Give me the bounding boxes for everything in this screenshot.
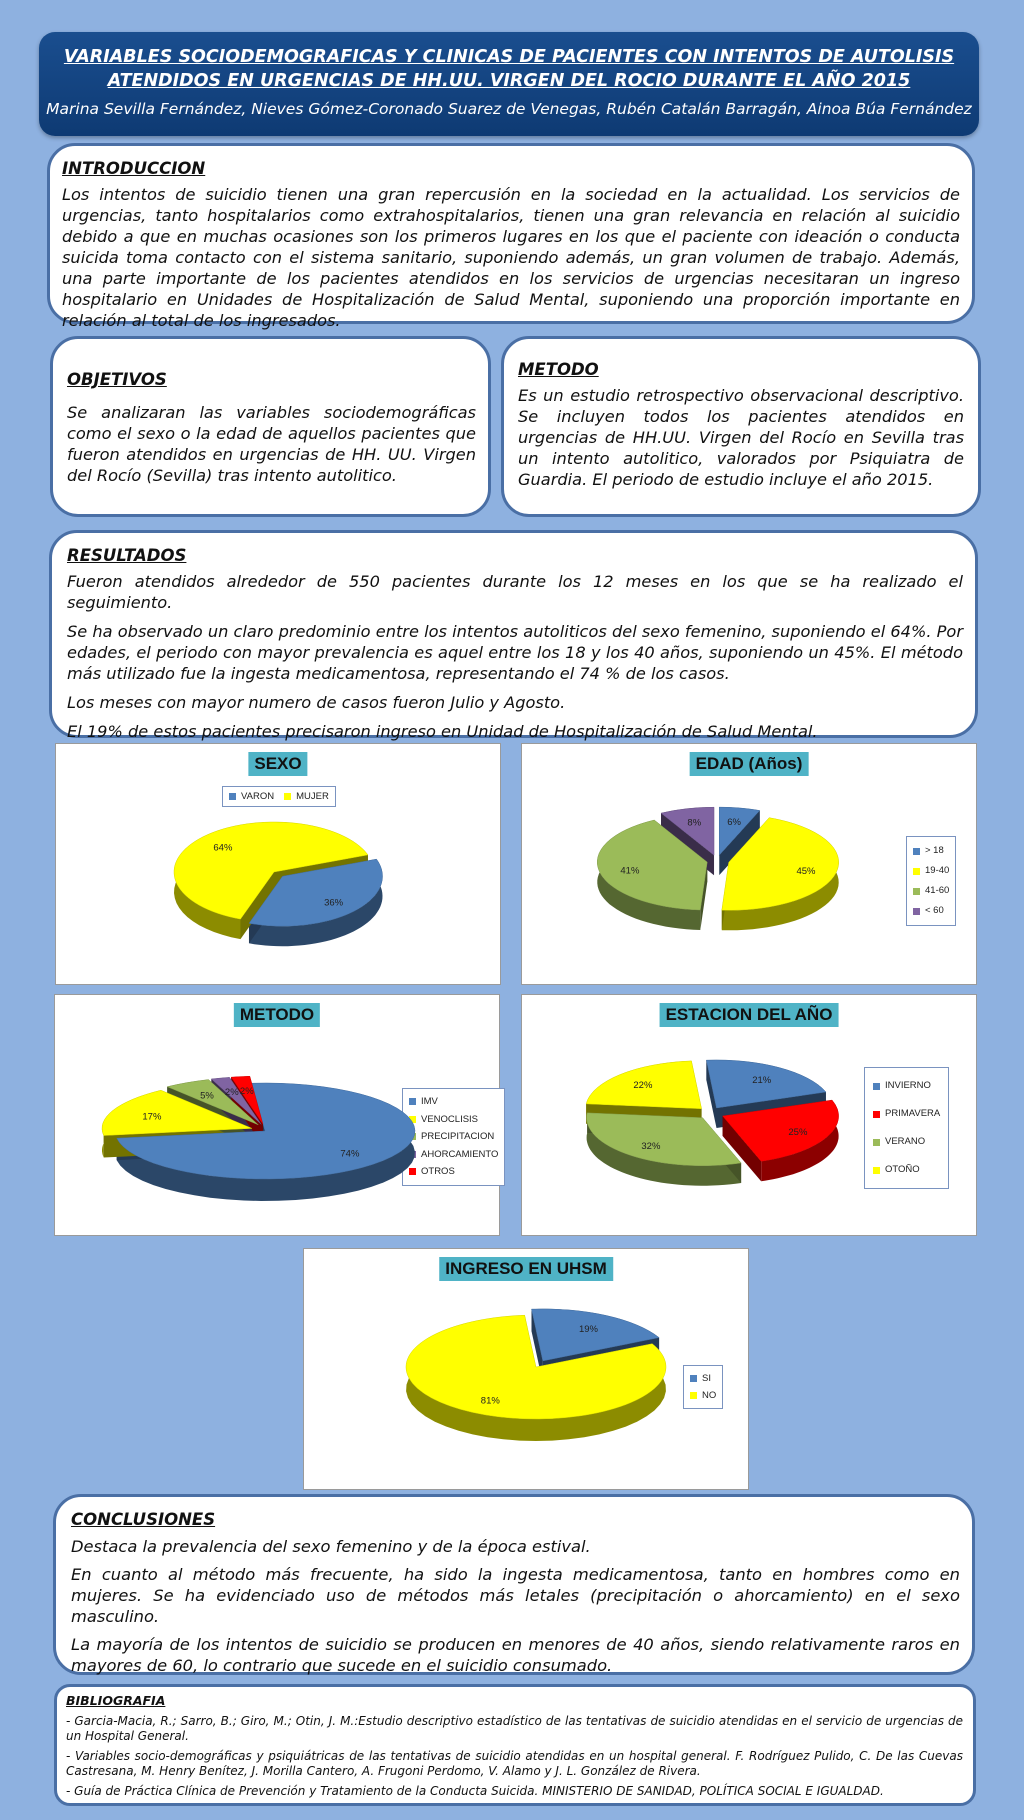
legend-label: PRECIPITACION xyxy=(421,1131,495,1142)
pie-data-label: 41% xyxy=(620,865,640,877)
pie-data-label: 22% xyxy=(633,1080,653,1092)
pie-svg xyxy=(304,1249,750,1491)
legend-label: MUJER xyxy=(296,791,329,802)
legend-label: 19-40 xyxy=(925,865,950,876)
pie-data-label: 64% xyxy=(213,842,233,854)
pie-data-label: 32% xyxy=(641,1140,661,1152)
pie-data-label: 74% xyxy=(340,1148,360,1160)
chart-title: SEXO xyxy=(248,752,307,776)
section-heading: RESULTADOS xyxy=(67,546,187,565)
legend-label: NO xyxy=(702,1390,717,1401)
legend-label: AHORCAMIENTO xyxy=(421,1148,499,1160)
legend-label: IMV xyxy=(421,1096,438,1107)
section-heading: METODO xyxy=(518,360,599,379)
pie-svg xyxy=(522,995,978,1237)
chart-estacion xyxy=(521,994,977,1236)
pie-svg xyxy=(56,744,502,986)
results-section xyxy=(49,530,978,741)
legend-label: INVIERNO xyxy=(885,1080,931,1091)
chart-title: EDAD (Años) xyxy=(690,752,809,776)
legend-label: VARON xyxy=(241,791,275,802)
conclusions-paragraph: La mayoría de los intentos de suicidio se producen en menores de 40 años, siendo relativamente raros en mayores de 60, lo contrario que sucede en el suicidio consumado. xyxy=(71,1635,960,1675)
chart-title: INGRESO EN UHSM xyxy=(439,1257,613,1281)
conclusions-paragraph: En cuanto al método más frecuente, ha sido la ingesta medicamentosa, tanto en hombres como en mujeres. Se ha evidenciado uso de métodos más letales (precipitación o ahorcamiento) en el sexo masculino. xyxy=(71,1565,960,1626)
bibliography-section xyxy=(54,1684,976,1806)
section-heading: INTRODUCCION xyxy=(62,159,206,178)
chart-title: ESTACION DEL AÑO xyxy=(660,1003,839,1027)
legend-label: SI xyxy=(702,1373,711,1384)
poster-title xyxy=(39,45,979,93)
legend-label: PRIMAVERA xyxy=(885,1108,941,1119)
objectives-section xyxy=(50,336,491,517)
legend-label: OTROS xyxy=(421,1166,455,1177)
introduction-section xyxy=(47,143,975,330)
legend-label: VENOCLISIS xyxy=(421,1113,479,1125)
pie-data-label: 36% xyxy=(324,897,344,909)
legend-label: < 60 xyxy=(925,905,944,916)
conclusions-section xyxy=(53,1494,975,1675)
section-text: Es un estudio retrospectivo observacional descriptivo. Se incluyen todos los pacientes atendidos en urgencias de HH.UU. Virgen del Rocío en Sevilla tras un intento autolitico, valorados por Psiquiatra de Guardia. El periodo de estudio incluye el año 2015. xyxy=(518,386,964,489)
results-paragraph: El 19% de estos pacientes precisaron ingreso en Unidad de Hospitalización de Salud Mental. xyxy=(67,722,818,741)
authors: Marina Sevilla Fernández, Nieves Gómez-Coronado Suarez de Venegas, Rubén Catalán Barragán, Ainoa Búa Fernández xyxy=(46,100,972,118)
pie-data-label: 5% xyxy=(200,1090,214,1102)
chart-metodo xyxy=(54,994,500,1236)
section-text: Se analizaran las variables sociodemográficas como el sexo o la edad de aquellos pacientes que fueron atendidos en urgencias de HH. UU. Virgen del Rocío (Sevilla) tras intento autolitico. xyxy=(67,403,476,485)
legend-label: OTOÑO xyxy=(885,1164,920,1175)
reference-item: - Garcia-Macia, R.; Sarro, B.; Giro, M.; Otin, J. M.:Estudio descriptivo estadístico de las tentativas de suicidio atendidas en el servicio de urgencias de un Hospital General. xyxy=(66,1713,963,1743)
poster-header xyxy=(39,32,979,136)
pie-data-label: 17% xyxy=(142,1111,162,1123)
pie-data-label: 6% xyxy=(727,817,741,829)
pie-data-label: 19% xyxy=(578,1324,599,1336)
results-paragraph: Los meses con mayor numero de casos fueron Julio y Agosto. xyxy=(67,693,566,712)
pie-svg xyxy=(55,995,501,1237)
conclusions-paragraph: Destaca la prevalencia del sexo femenino y de la época estival. xyxy=(71,1537,591,1556)
chart-title: METODO xyxy=(234,1003,320,1027)
pie-data-label: 81% xyxy=(480,1395,500,1407)
section-heading: CONCLUSIONES xyxy=(71,1510,216,1529)
legend-label: 41-60 xyxy=(925,885,950,896)
pie-data-label: 21% xyxy=(752,1074,772,1086)
chart-edad xyxy=(521,743,977,985)
title-line-2: ATENDIDOS EN URGENCIAS DE HH.UU. VIRGEN DEL ROCIO DURANTE EL AÑO 2015 xyxy=(107,71,911,91)
reference-item: - Guía de Práctica Clínica de Prevención y Tratamiento de la Conducta Suicida. MINISTERIO DE SANIDAD, POLÍTICA SOCIAL E IGUALDAD. xyxy=(66,1783,884,1798)
section-heading: BIBLIOGRAFIA xyxy=(66,1693,166,1708)
results-paragraph: Fueron atendidos alrededor de 550 pacientes durante los 12 meses en los que se ha realizado el seguimiento. xyxy=(67,572,963,612)
legend-label: > 18 xyxy=(925,845,944,856)
section-text: Los intentos de suicidio tienen una gran repercusión en la sociedad en la actualidad. Los servicios de urgencias, tanto hospitalarios como extrahospitalarios, tienen una gran relevancia en relación al suicidio debido a que en muchas ocasiones son los primeros lugares en los que el paciente con ideación o conducta suicida toma contacto con el sistema sanitario, suponiendo además, un gran volumen de trabajo. Además, una parte importante de los pacientes atendidos en los servicios de urgencias necesitaran un ingreso hospitalario en Unidades de Hospitalización de Salud Mental, suponiendo una proporción importante en relación al total de los ingresados. xyxy=(62,185,960,330)
method-section xyxy=(501,336,981,517)
section-heading: OBJETIVOS xyxy=(67,370,167,389)
chart-sexo xyxy=(55,743,501,985)
title-line-1: VARIABLES SOCIODEMOGRAFICAS Y CLINICAS DE PACIENTES CON INTENTOS DE AUTOLISIS xyxy=(63,47,955,67)
results-paragraph: Se ha observado un claro predominio entre los intentos autoliticos del sexo femenino, suponiendo el 64%. Por edades, el periodo con mayor prevalencia es aquel entre los 18 y los 40 años, suponiendo un 45%. El método más utilizado fue la ingesta medicamentosa, representando el 74 % de los casos. xyxy=(67,622,963,683)
pie-data-label: 2% xyxy=(224,1087,239,1098)
pie-data-label: 45% xyxy=(796,865,816,877)
pie-data-label: 25% xyxy=(788,1127,808,1138)
reference-item: - Variables socio-demográficas y psiquiátricas de las tentativas de suicidio atendidas en un hospital general. F. Rodríguez Pulido, C. De las Cuevas Castresana, M. Henry Benítez, J. Morilla Cantero, A. Frugoni Perdomo, V. Alamo y J. L. González de Rivera. xyxy=(66,1748,963,1778)
pie-data-label: 8% xyxy=(687,817,702,829)
pie-svg xyxy=(522,744,978,986)
legend-label: VERANO xyxy=(885,1136,926,1147)
pie-data-label: 2% xyxy=(239,1085,254,1097)
chart-ingreso xyxy=(303,1248,749,1490)
